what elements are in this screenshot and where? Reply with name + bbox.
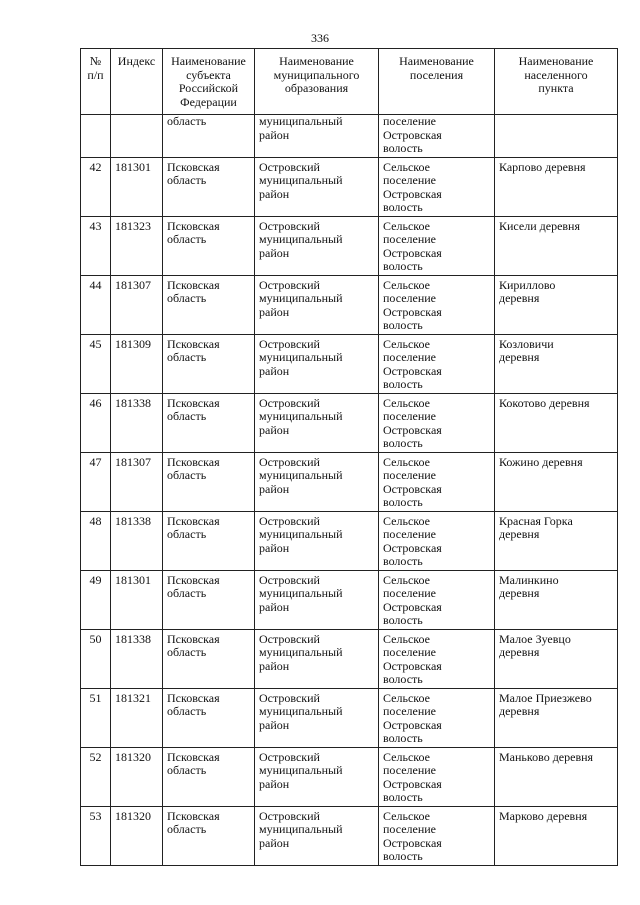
cell-line: Сельское [383,277,430,292]
cell-line: Карпово деревня [499,159,586,174]
cell-subject [163,216,255,275]
cell-line: район [259,422,290,437]
cell-line: район [259,835,290,850]
cell-line: волость [383,141,423,155]
cell-line: деревня [499,350,540,364]
cell-index: 181338 [111,393,163,452]
cell-line: волость [383,672,423,686]
cell-line: муниципальный [259,350,343,364]
cell-line: Псковская [167,277,220,292]
cell-line: Псковская [167,159,220,174]
cell-line: область [167,350,207,364]
cell-settlement [379,747,495,806]
cell-line: Сельское [383,631,430,646]
cell-line: муниципального [273,67,360,82]
cell-line: деревня [499,586,540,600]
table-row [81,511,618,570]
cell-locality [495,511,618,570]
cell-line: район [259,599,290,614]
cell-line: Островская [383,776,442,791]
table-row [81,157,618,216]
cell-line: поселение [383,291,437,305]
cell-index: 181320 [111,806,163,865]
header-index [111,49,163,115]
cell-line: Красная Горка [499,513,573,528]
cell-locality [495,216,618,275]
cell-settlement [379,511,495,570]
cell-line: область [167,645,207,659]
cell-index [111,115,163,158]
cell-line: Малинкино [499,572,559,587]
cell-line: область [167,468,207,482]
cell-line: поселение [383,114,437,128]
cell-index: 181321 [111,688,163,747]
cell-line: район [259,717,290,732]
cell-line: муниципальный [259,409,343,423]
cell-line: Островская [383,127,442,142]
cell-line: муниципальный [259,822,343,836]
cell-line: Сельское [383,336,430,351]
cell-line: образования [284,81,349,95]
cell-line: Сельское [383,454,430,469]
cell-line: Островский [259,572,320,587]
cell-line: поселения [409,67,464,82]
cell-line: область [167,232,207,246]
cell-municipality [255,688,379,747]
cell-line: муниципальный [259,645,343,659]
cell-settlement [379,629,495,688]
cell-line: Кириллово [499,277,556,292]
cell-num: 42 [81,157,111,216]
cell-line: Наименование [399,54,474,68]
cell-line: пункта [538,81,574,95]
cell-line: Островская [383,363,442,378]
header-municipality [255,49,379,115]
cell-num: 46 [81,393,111,452]
cell-locality [495,747,618,806]
cell-line: волость [383,200,423,214]
cell-locality [495,334,618,393]
cell-subject [163,115,255,158]
cell-line: Островская [383,658,442,673]
table-row [81,334,618,393]
cell-line: поселение [383,350,437,364]
cell-line: деревня [499,527,540,541]
cell-subject [163,511,255,570]
cell-line: район [259,540,290,555]
cell-line: поселение [383,232,437,246]
cell-line: волость [383,495,423,509]
cell-line: Федерации [180,94,237,109]
table-row [81,275,618,334]
cell-line: Островский [259,277,320,292]
header-locality [495,49,618,115]
cell-municipality [255,216,379,275]
cell-num: 47 [81,452,111,511]
cell-line: район [259,304,290,319]
cell-line: Островская [383,717,442,732]
cell-line: поселение [383,527,437,541]
cell-line: Малое Зуевцо [499,631,571,646]
cell-subject [163,806,255,865]
cell-line: поселение [383,409,437,423]
cell-line: область [167,586,207,600]
cell-line: п/п [87,67,104,82]
cell-line: Сельское [383,395,430,410]
cell-line: поселение [383,173,437,187]
cell-line: Островский [259,218,320,233]
table-row [81,452,618,511]
cell-line: Островский [259,159,320,174]
cell-line: муниципальный [259,291,343,305]
cell-num: 52 [81,747,111,806]
cell-line: волость [383,849,423,863]
cell-subject [163,747,255,806]
cell-municipality [255,629,379,688]
cell-line: Островская [383,245,442,260]
cell-line: муниципальный [259,763,343,777]
header-settlement [379,49,495,115]
cell-subject [163,629,255,688]
cell-index: 181301 [111,570,163,629]
cell-line: Сельское [383,690,430,705]
cell-settlement [379,393,495,452]
cell-municipality [255,570,379,629]
cell-num: 44 [81,275,111,334]
cell-line: Псковская [167,631,220,646]
cell-line: муниципальный [259,173,343,187]
cell-line: Кокотово деревня [499,395,590,410]
cell-line: Островский [259,454,320,469]
cell-line: муниципальный [259,468,343,482]
cell-line: деревня [499,291,540,305]
table-row [81,688,618,747]
cell-locality [495,115,618,158]
cell-line: Маньково деревня [499,749,594,764]
cell-line: область [167,173,207,187]
cell-line: Островский [259,336,320,351]
cell-line: Марково деревня [499,808,588,823]
cell-index: 181301 [111,157,163,216]
cell-line: Псковская [167,454,220,469]
cell-num: 49 [81,570,111,629]
cell-line: Островский [259,513,320,528]
cell-line: волость [383,318,423,332]
cell-line: Островская [383,422,442,437]
cell-line: Островский [259,690,320,705]
cell-line: Псковская [167,336,220,351]
cell-line: Псковская [167,218,220,233]
cell-line: Островская [383,540,442,555]
cell-index: 181320 [111,747,163,806]
cell-line: Российской [178,81,239,95]
cell-line: область [167,763,207,777]
cell-locality [495,452,618,511]
header-subject [163,49,255,115]
cell-line: Наименование [518,54,594,68]
cell-line: область [167,291,207,305]
cell-line: Наименование [171,54,246,68]
cell-line: деревня [499,645,540,659]
cell-locality [495,275,618,334]
cell-line: Козловичи [499,336,554,351]
cell-line: Псковская [167,808,220,823]
cell-num: 51 [81,688,111,747]
cell-municipality [255,115,379,158]
cell-index: 181338 [111,511,163,570]
cell-line: муниципальный [259,704,343,718]
cell-line: поселение [383,645,437,659]
cell-line: район [259,127,290,142]
cell-line: Сельское [383,218,430,233]
cell-num: 50 [81,629,111,688]
cell-line: № [89,54,102,68]
cell-municipality [255,806,379,865]
cell-subject [163,570,255,629]
cell-num [81,115,111,158]
table-row [81,570,618,629]
cell-settlement [379,688,495,747]
cell-line: волость [383,613,423,627]
cell-index: 181309 [111,334,163,393]
cell-line: волость [383,436,423,450]
cell-line: район [259,186,290,201]
cell-line: муниципальный [259,114,343,128]
cell-line: Кисели деревня [499,218,580,233]
cell-line: поселение [383,822,437,836]
cell-locality [495,157,618,216]
cell-line: Островская [383,186,442,201]
cell-settlement [379,452,495,511]
cell-line: Островский [259,631,320,646]
cell-line: муниципальный [259,232,343,246]
cell-locality [495,393,618,452]
cell-line: Псковская [167,395,220,410]
cell-line: Псковская [167,749,220,764]
cell-line: область [167,704,207,718]
cell-line: волость [383,731,423,745]
cell-line: волость [383,259,423,273]
cell-line: населенного [524,67,588,82]
cell-line: область [167,114,207,128]
cell-line: Островская [383,835,442,850]
cell-locality [495,570,618,629]
cell-line: Островский [259,395,320,410]
cell-line: Сельское [383,572,430,587]
cell-subject [163,157,255,216]
cell-municipality [255,452,379,511]
cell-line: Островская [383,599,442,614]
table-row [81,629,618,688]
cell-settlement [379,275,495,334]
cell-index: 181307 [111,452,163,511]
cell-municipality [255,511,379,570]
header-num [81,49,111,115]
cell-index: 181307 [111,275,163,334]
cell-line: Сельское [383,808,430,823]
cell-subject [163,334,255,393]
cell-line: Малое Приезжево [499,690,592,705]
page-number: 336 [311,31,329,45]
cell-line: волость [383,554,423,568]
cell-line: район [259,481,290,496]
cell-settlement [379,570,495,629]
cell-line: Островский [259,749,320,764]
cell-line: деревня [499,704,540,718]
cell-line: Сельское [383,513,430,528]
cell-num: 53 [81,806,111,865]
cell-line: муниципальный [259,586,343,600]
cell-subject [163,452,255,511]
cell-line: Сельское [383,749,430,764]
continuation-row [81,115,618,158]
cell-subject [163,393,255,452]
cell-line: Островская [383,481,442,496]
cell-line: поселение [383,468,437,482]
cell-line: область [167,822,207,836]
cell-line: Индекс [117,54,156,68]
cell-municipality [255,393,379,452]
cell-line: муниципальный [259,527,343,541]
cell-line: Островский [259,808,320,823]
cell-settlement [379,806,495,865]
cell-locality [495,688,618,747]
cell-index: 181338 [111,629,163,688]
cell-line: район [259,658,290,673]
table-row [81,216,618,275]
cell-index: 181323 [111,216,163,275]
cell-line: волость [383,377,423,391]
cell-municipality [255,275,379,334]
cell-municipality [255,157,379,216]
cell-locality [495,629,618,688]
cell-subject [163,275,255,334]
cell-line: волость [383,790,423,804]
cell-line: Псковская [167,690,220,705]
cell-line: район [259,776,290,791]
cell-line: область [167,409,207,423]
cell-municipality [255,334,379,393]
cell-locality [495,806,618,865]
cell-line: Наименование [279,54,354,68]
cell-line: Островская [383,304,442,319]
cell-num: 43 [81,216,111,275]
cell-line: Кожино деревня [499,454,583,469]
cell-num: 48 [81,511,111,570]
cell-municipality [255,747,379,806]
table-row [81,393,618,452]
locality-table [80,48,618,866]
cell-line: поселение [383,704,437,718]
cell-settlement [379,115,495,158]
cell-line: Сельское [383,159,430,174]
cell-settlement [379,157,495,216]
cell-subject [163,688,255,747]
cell-line: субъекта [186,67,231,82]
cell-line: область [167,527,207,541]
cell-line: поселение [383,763,437,777]
cell-num: 45 [81,334,111,393]
cell-line: Псковская [167,572,220,587]
table-row [81,747,618,806]
cell-settlement [379,334,495,393]
cell-line: поселение [383,586,437,600]
table-row [81,806,618,865]
cell-settlement [379,216,495,275]
cell-line: район [259,363,290,378]
cell-line: район [259,245,290,260]
table-header-row [81,49,618,115]
cell-line: Псковская [167,513,220,528]
